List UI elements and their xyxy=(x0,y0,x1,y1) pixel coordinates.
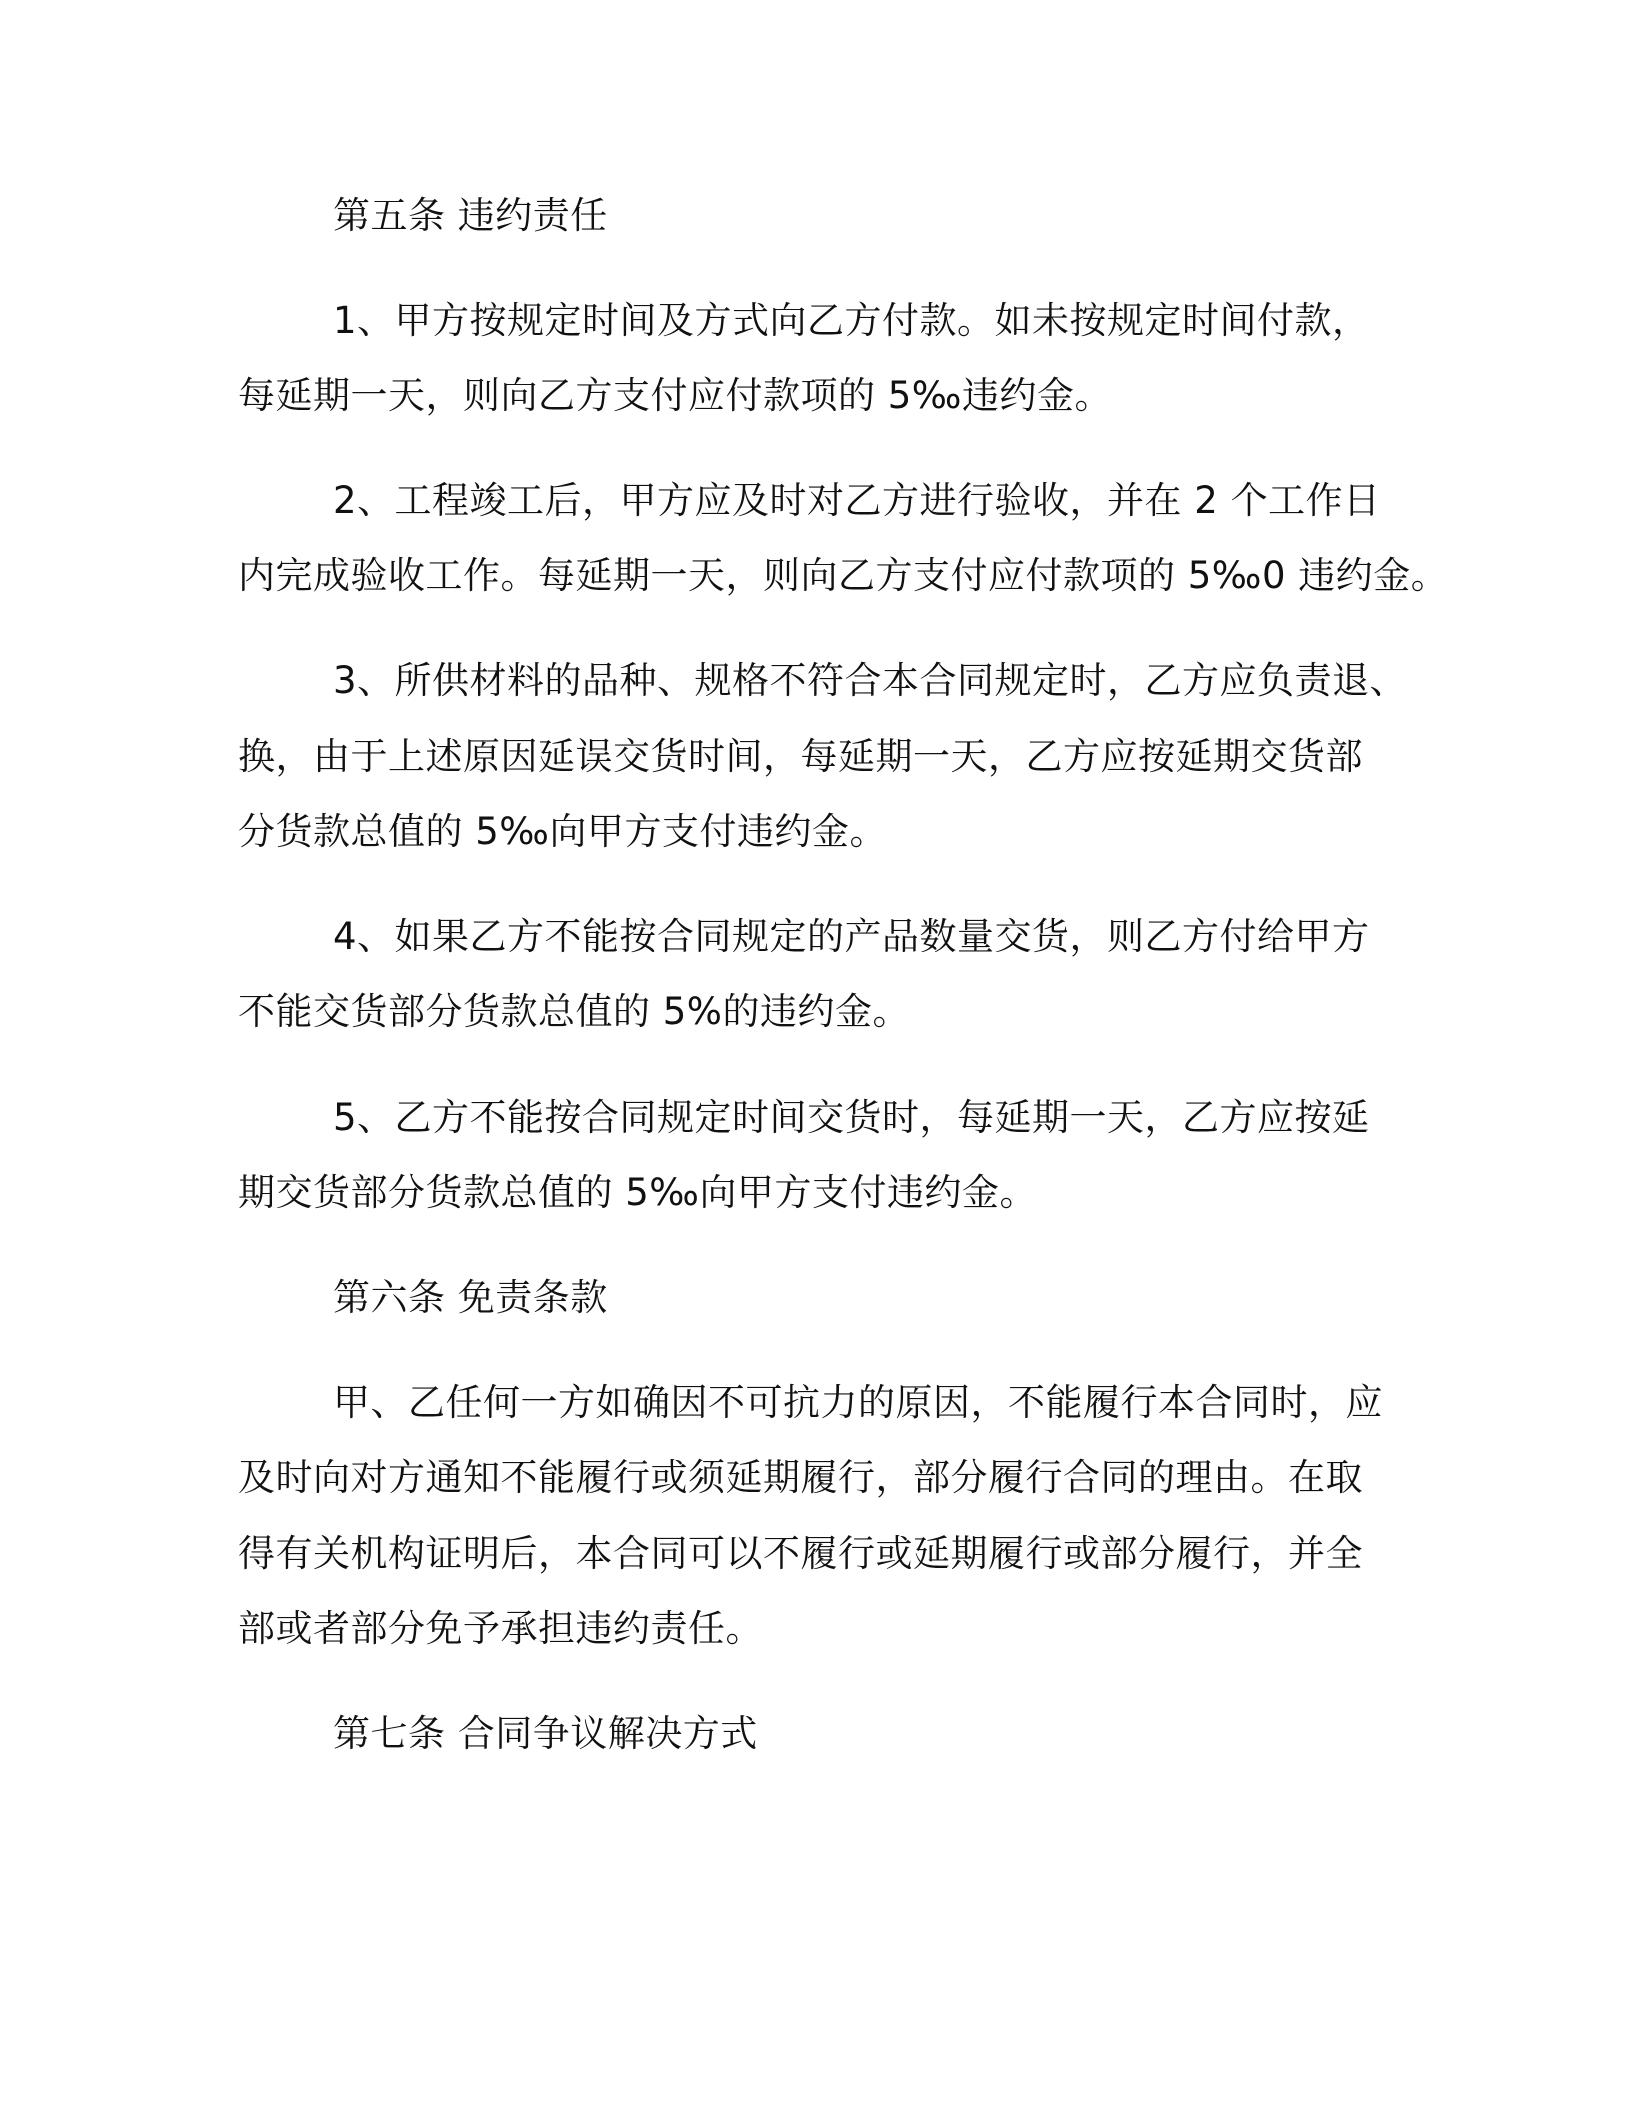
article-5-heading: 第五条 违约责任 xyxy=(333,194,608,237)
clause-5-line-1: 5、乙方不能按合同规定时间交货时，每延期一天，乙方应按延 xyxy=(333,1096,1370,1139)
article-6-line-3: 得有关机构证明后，本合同可以不履行或延期履行或部分履行，并全 xyxy=(238,1532,1363,1575)
clause-2-line-2: 内完成验收工作。每延期一天，则向乙方支付应付款项的 5‰0 违约金。 xyxy=(238,554,1449,597)
clause-3-line-3: 分货款总值的 5‰向甲方支付违约金。 xyxy=(238,810,887,853)
article-7-heading: 第七条 合同争议解决方式 xyxy=(333,1712,758,1755)
clause-1-line-1: 1、甲方按规定时间及方式向乙方付款。如未按规定时间付款， xyxy=(333,299,1370,342)
clause-3-line-1: 3、所供材料的品种、规格不符合本合同规定时，乙方应负责退、 xyxy=(333,659,1408,702)
clause-4-line-1: 4、如果乙方不能按合同规定的产品数量交货，则乙方付给甲方 xyxy=(333,915,1370,958)
article-6-line-2: 及时向对方通知不能履行或须延期履行，部分履行合同的理由。在取 xyxy=(238,1456,1363,1499)
article-6-heading: 第六条 免责条款 xyxy=(333,1276,608,1319)
article-6-line-1: 甲、乙任何一方如确因不可抗力的原因，不能履行本合同时，应 xyxy=(333,1381,1383,1424)
clause-5-line-2: 期交货部分货款总值的 5‰向甲方支付违约金。 xyxy=(238,1171,1037,1214)
clause-2-line-1: 2、工程竣工后，甲方应及时对乙方进行验收，并在 2 个工作日 xyxy=(333,479,1381,522)
article-6-line-4: 部或者部分免予承担违约责任。 xyxy=(238,1607,763,1650)
clause-3-line-2: 换，由于上述原因延误交货时间，每延期一天，乙方应按延期交货部 xyxy=(238,735,1363,778)
clause-1-line-2: 每延期一天，则向乙方支付应付款项的 5‰违约金。 xyxy=(238,374,1112,417)
clause-4-line-2: 不能交货部分货款总值的 5%的违约金。 xyxy=(238,990,910,1033)
